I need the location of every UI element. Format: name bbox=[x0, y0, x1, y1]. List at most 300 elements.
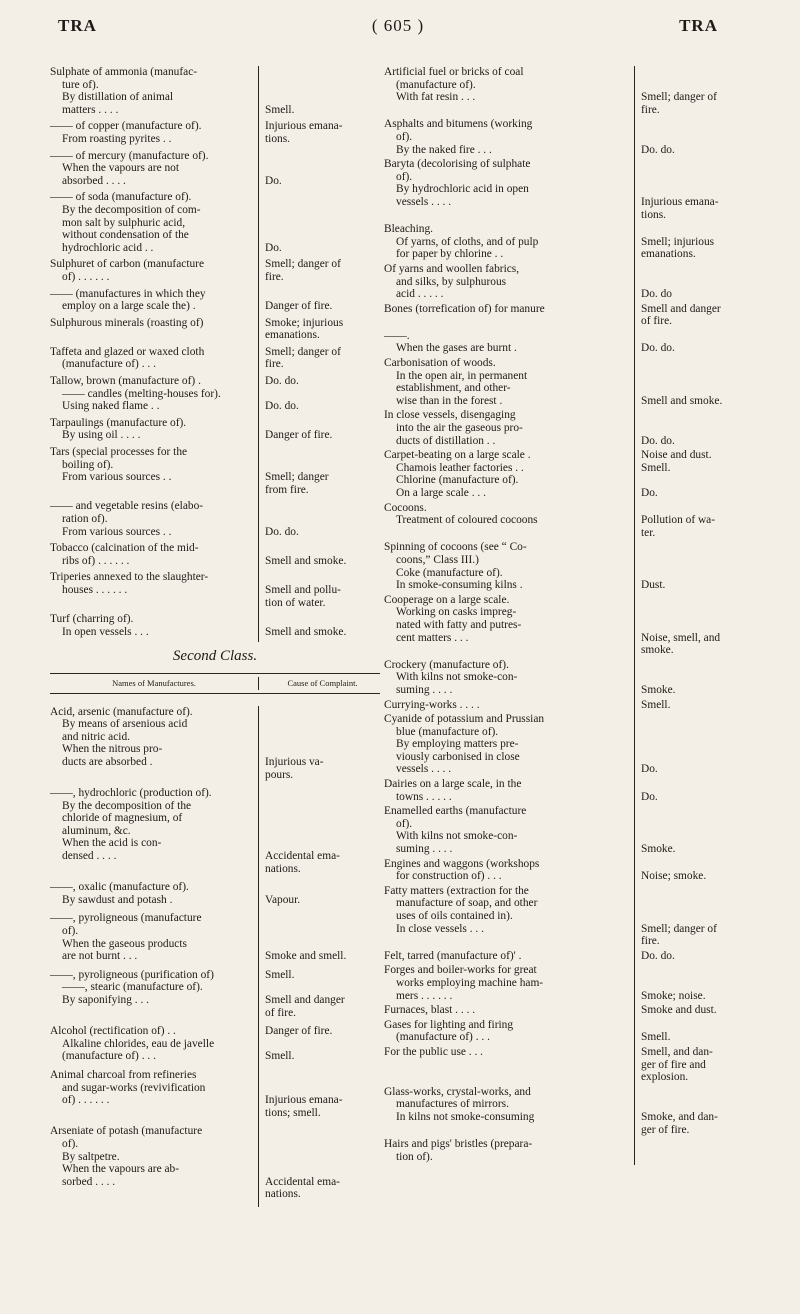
manufacture-name bbox=[384, 541, 634, 591]
cause-line: Do. do. bbox=[641, 434, 675, 447]
cause-line bbox=[641, 964, 762, 977]
table-row bbox=[50, 1125, 380, 1201]
name-line: of). bbox=[396, 170, 413, 183]
cause-line: Do. do. bbox=[265, 375, 299, 388]
name-line: for paper by chlorine . . bbox=[396, 248, 504, 261]
cause-line bbox=[641, 885, 762, 898]
cause-line: emanations. bbox=[641, 248, 696, 261]
name-line: of). bbox=[62, 1137, 79, 1150]
table-row bbox=[384, 303, 762, 328]
name-line: When the vapours are ab- bbox=[62, 1163, 180, 1176]
name-line: Hairs and pigs' bristles (prepara- bbox=[384, 1138, 533, 1151]
name-line: suming . . . . bbox=[396, 843, 453, 856]
name-line: Cooperage on a large scale. bbox=[384, 593, 510, 606]
cause-line bbox=[265, 417, 380, 430]
name-line: ——. bbox=[384, 329, 410, 342]
name-line: Arseniate of potash (manufacture bbox=[50, 1125, 203, 1138]
page-number: ( 605 ) bbox=[371, 16, 425, 35]
name-line: (manufacture of) . . . bbox=[62, 358, 156, 371]
manufacture-name bbox=[50, 1069, 258, 1119]
name-line: In the open air, in permanent bbox=[396, 369, 528, 382]
cause-line bbox=[265, 912, 380, 925]
complaint-cause bbox=[258, 66, 380, 116]
cause-line bbox=[265, 1038, 380, 1051]
name-line: Using naked flame . . bbox=[62, 400, 160, 413]
row-gap bbox=[50, 1201, 380, 1207]
section-title: Second Class. bbox=[172, 648, 258, 665]
manufacture-name bbox=[384, 223, 634, 261]
complaint-cause bbox=[258, 500, 380, 538]
name-line: absorbed . . . . bbox=[62, 174, 126, 187]
manufacture-name bbox=[384, 1019, 634, 1044]
name-line: When the gases are burnt . bbox=[396, 342, 517, 355]
cause-line bbox=[641, 474, 762, 487]
complaint-cause bbox=[634, 158, 762, 221]
table-row bbox=[50, 66, 380, 116]
cause-line: nations. bbox=[265, 862, 301, 875]
cause-line bbox=[265, 981, 380, 994]
name-line: ration of). bbox=[62, 513, 108, 525]
name-line: into the air the gaseous pro- bbox=[396, 422, 523, 435]
cause-line: Smell and smoke. bbox=[641, 394, 723, 407]
name-line: Baryta (decolorising of sulphate bbox=[384, 158, 531, 171]
cause-line: fire. bbox=[641, 935, 660, 948]
cause-line bbox=[641, 263, 762, 276]
cause-line: Smell, and dan- bbox=[641, 1045, 713, 1058]
cause-line bbox=[265, 825, 380, 838]
manufacture-name bbox=[50, 571, 258, 609]
cause-line: Danger of fire. bbox=[265, 1025, 333, 1038]
cause-line bbox=[265, 1151, 380, 1164]
table-row bbox=[384, 699, 762, 712]
cause-line bbox=[641, 330, 762, 343]
name-line: of). bbox=[62, 925, 79, 938]
name-line: From various sources . . bbox=[62, 471, 172, 484]
cause-line bbox=[265, 66, 380, 79]
complaint-cause bbox=[258, 881, 380, 906]
complaint-cause bbox=[634, 303, 762, 328]
cause-line bbox=[265, 1082, 380, 1095]
cause-line bbox=[641, 158, 762, 171]
name-line: mon salt by sulphuric acid, bbox=[62, 216, 186, 229]
table-row bbox=[50, 542, 380, 567]
cause-line: Do. bbox=[641, 763, 658, 776]
manufacture-name bbox=[50, 787, 258, 875]
complaint-cause bbox=[634, 1138, 762, 1163]
name-line: ribs of) . . . . . . bbox=[62, 554, 130, 567]
complaint-cause bbox=[634, 1019, 762, 1044]
name-line: acid . . . . . bbox=[396, 288, 444, 301]
cause-line: fire. bbox=[265, 358, 284, 371]
cause-line bbox=[265, 229, 380, 242]
complaint-cause bbox=[258, 787, 380, 875]
cause-line bbox=[641, 183, 762, 196]
name-line: Alcohol (rectification of) . . bbox=[50, 1025, 176, 1038]
table-row bbox=[50, 1025, 380, 1063]
complaint-cause bbox=[258, 191, 380, 254]
cause-line bbox=[641, 619, 762, 632]
manufacture-name bbox=[384, 964, 634, 1002]
name-line: aluminum, &c. bbox=[62, 824, 131, 837]
table-row bbox=[384, 66, 762, 116]
name-line: ——, hydrochloric (production of). bbox=[50, 787, 212, 800]
cause-line: Smell; danger of bbox=[641, 91, 717, 104]
name-line: Of yarns, of cloths, and of pulp bbox=[396, 235, 539, 248]
manufacture-name bbox=[50, 191, 258, 254]
cause-line: Dust. bbox=[641, 579, 666, 592]
name-line: Carbonisation of woods. bbox=[384, 357, 496, 370]
complaint-cause bbox=[258, 150, 380, 188]
cause-line bbox=[265, 446, 380, 459]
cause-line: Smell. bbox=[265, 1050, 295, 1063]
name-line: for construction of) . . . bbox=[396, 870, 502, 883]
cause-line: Smell. bbox=[641, 1031, 671, 1044]
cause-line: ger of fire. bbox=[641, 1123, 690, 1136]
table-row bbox=[384, 263, 762, 301]
manufacture-name bbox=[50, 500, 258, 538]
cause-line bbox=[265, 288, 380, 301]
running-head-left: TRA bbox=[58, 16, 97, 35]
cause-line: Smell; danger of bbox=[641, 922, 717, 935]
manufacture-name bbox=[50, 66, 258, 116]
complaint-cause bbox=[634, 858, 762, 883]
name-line: Taffeta and glazed or waxed cloth bbox=[50, 345, 205, 358]
manufacture-name bbox=[50, 881, 258, 906]
cause-line: Accidental ema- bbox=[265, 1175, 340, 1188]
cause-line bbox=[641, 79, 762, 92]
complaint-cause bbox=[258, 120, 380, 145]
cause-line bbox=[641, 567, 762, 580]
complaint-cause bbox=[634, 1086, 762, 1136]
cause-line bbox=[265, 513, 380, 526]
name-line: Chamois leather factories . . bbox=[396, 461, 524, 474]
table-row bbox=[50, 706, 380, 782]
table-row bbox=[384, 713, 762, 776]
name-line: Coke (manufacture of). bbox=[396, 566, 503, 579]
name-line: Turf (charring of). bbox=[50, 613, 134, 626]
complaint-cause bbox=[258, 375, 380, 413]
manufacture-name bbox=[384, 502, 634, 540]
name-line: vessels . . . . bbox=[396, 763, 452, 776]
name-line: Sulphate of ammonia (manufac- bbox=[50, 66, 198, 78]
manufacture-name bbox=[384, 66, 634, 116]
cause-line bbox=[641, 713, 762, 726]
cause-line bbox=[265, 925, 380, 938]
complaint-cause bbox=[258, 1125, 380, 1201]
cause-line: Smoke and smell. bbox=[265, 950, 347, 963]
cause-line bbox=[641, 370, 762, 383]
cause-line bbox=[641, 541, 762, 554]
manufacture-name bbox=[384, 303, 634, 328]
table-row bbox=[384, 357, 762, 407]
name-line: Tars (special processes for the bbox=[50, 446, 188, 459]
table-row bbox=[384, 1004, 762, 1017]
name-line: works employing machine ham- bbox=[396, 976, 544, 989]
table-row bbox=[50, 881, 380, 906]
name-line: Engines and waggons (workshops bbox=[384, 857, 540, 870]
complaint-cause bbox=[258, 1025, 380, 1063]
manufacture-name bbox=[384, 659, 634, 697]
complaint-cause bbox=[258, 317, 380, 342]
cause-line bbox=[641, 276, 762, 289]
manufacture-name bbox=[384, 158, 634, 221]
complaint-cause bbox=[634, 778, 762, 803]
cause-line: Accidental ema- bbox=[265, 850, 340, 863]
cause-line bbox=[265, 79, 380, 92]
table-row bbox=[384, 594, 762, 657]
manufacture-name bbox=[384, 409, 634, 447]
cause-line: Danger of fire. bbox=[265, 300, 333, 313]
table-row bbox=[50, 500, 380, 538]
name-line: Tobacco (calcination of the mid- bbox=[50, 542, 199, 555]
cause-line: Do. do. bbox=[641, 342, 675, 355]
table-row bbox=[384, 805, 762, 855]
table-row bbox=[50, 120, 380, 145]
manufacture-name bbox=[50, 346, 258, 371]
cause-line: tions; smell. bbox=[265, 1106, 321, 1119]
cause-line bbox=[265, 571, 380, 584]
cause-line: Smell. bbox=[265, 968, 295, 981]
table-row bbox=[50, 375, 380, 413]
manufacture-name bbox=[50, 1125, 258, 1201]
manufacture-name bbox=[50, 317, 258, 342]
cause-line: Noise; smoke. bbox=[641, 870, 707, 883]
name-line: manufactures of mirrors. bbox=[396, 1098, 509, 1111]
cause-line: emanations. bbox=[265, 329, 320, 342]
cause-line: Do. bbox=[641, 790, 658, 803]
name-line: coons,” Class III.) bbox=[396, 553, 479, 566]
cause-line: Smell and danger bbox=[641, 302, 721, 315]
complaint-cause bbox=[258, 571, 380, 609]
cause-line bbox=[641, 66, 762, 79]
cause-line bbox=[641, 726, 762, 739]
name-line: Forges and boiler-works for great bbox=[384, 964, 537, 977]
cause-line bbox=[641, 606, 762, 619]
cause-line: Smell and pollu- bbox=[265, 583, 341, 596]
cause-line bbox=[265, 217, 380, 230]
name-line: Glass-works, crystal-works, and bbox=[384, 1085, 531, 1098]
manufacture-name bbox=[50, 120, 258, 145]
name-line: sorbed . . . . bbox=[62, 1175, 116, 1188]
name-line: —— and vegetable resins (elabo- bbox=[50, 500, 204, 513]
manufacture-name bbox=[384, 330, 634, 355]
manufacture-name bbox=[50, 375, 258, 413]
name-line: —— of soda (manufacture of). bbox=[50, 191, 192, 204]
cause-line: Smoke; noise. bbox=[641, 989, 706, 1002]
cause-line bbox=[641, 1151, 762, 1164]
name-line: of). bbox=[396, 130, 413, 143]
manufacture-name bbox=[384, 1086, 634, 1136]
manufacture-name bbox=[50, 288, 258, 313]
cause-line bbox=[641, 223, 762, 236]
right-table bbox=[384, 66, 762, 1165]
name-line: —— of copper (manufacture of). bbox=[50, 120, 202, 133]
name-line: and nitric acid. bbox=[62, 730, 130, 743]
name-line: of) . . . . . . bbox=[62, 270, 110, 283]
name-line: of). bbox=[396, 817, 413, 830]
cause-line: ter. bbox=[641, 526, 656, 539]
manufacture-name bbox=[384, 1004, 634, 1017]
cause-line: Danger of fire. bbox=[265, 429, 333, 442]
name-line: Cocoons. bbox=[384, 501, 427, 514]
name-line: Alkaline chlorides, eau de javelle bbox=[62, 1037, 215, 1050]
cause-line: Smell; injurious bbox=[641, 235, 715, 248]
complaint-cause bbox=[258, 912, 380, 962]
cause-line bbox=[265, 1069, 380, 1082]
cause-line: Injurious emana- bbox=[641, 195, 719, 208]
manufacture-name bbox=[384, 699, 634, 712]
right-column bbox=[384, 66, 762, 1165]
cause-line bbox=[265, 787, 380, 800]
cause-line bbox=[641, 1138, 762, 1151]
table-row bbox=[50, 288, 380, 313]
cause-line: Smell. bbox=[265, 103, 295, 116]
column-header-names: Names of Manufactures. bbox=[112, 677, 196, 688]
cause-line: Do. do. bbox=[641, 143, 675, 156]
name-line: without condensation of the bbox=[62, 229, 189, 242]
cause-line: Noise, smell, and bbox=[641, 631, 721, 644]
row-gap bbox=[384, 1163, 762, 1165]
name-line: Bones (torrefication of) for manure bbox=[384, 302, 545, 315]
name-line: establishment, and other- bbox=[396, 382, 511, 395]
manufacture-name bbox=[50, 706, 258, 782]
cause-line: fire. bbox=[641, 103, 660, 116]
name-line: houses . . . . . . bbox=[62, 583, 128, 596]
name-line: In close vessels, disengaging bbox=[384, 409, 516, 422]
complaint-cause bbox=[634, 1046, 762, 1084]
table-row bbox=[384, 950, 762, 963]
name-line: Fatty matters (extraction for the bbox=[384, 884, 529, 897]
manufacture-name bbox=[50, 912, 258, 962]
cause-line bbox=[641, 409, 762, 422]
complaint-cause bbox=[258, 258, 380, 283]
complaint-cause bbox=[634, 541, 762, 591]
cause-line: Smell and danger bbox=[265, 994, 345, 1006]
complaint-cause bbox=[634, 805, 762, 855]
manufacture-name bbox=[384, 357, 634, 407]
name-line: and silks, by sulphurous bbox=[396, 275, 507, 288]
name-line: By using oil . . . . bbox=[62, 429, 141, 442]
manufacture-name bbox=[50, 542, 258, 567]
table-row bbox=[50, 150, 380, 188]
cause-line: Smell. bbox=[641, 698, 671, 711]
cause-line bbox=[641, 1086, 762, 1099]
table-row bbox=[50, 346, 380, 371]
name-line: suming . . . . bbox=[396, 683, 453, 696]
name-line: With fat resin . . . bbox=[396, 91, 476, 104]
cause-line: explosion. bbox=[641, 1071, 689, 1084]
cause-line: Smoke. bbox=[641, 843, 676, 856]
cause-line bbox=[265, 1125, 380, 1138]
complaint-cause bbox=[634, 357, 762, 407]
table-row bbox=[50, 258, 380, 283]
cause-line bbox=[641, 805, 762, 818]
complaint-cause bbox=[634, 659, 762, 697]
cause-line bbox=[641, 977, 762, 990]
table-row bbox=[384, 118, 762, 156]
cause-line bbox=[641, 1019, 762, 1032]
name-line: Working on casks impreg- bbox=[396, 606, 517, 619]
cause-line bbox=[265, 837, 380, 850]
cause-line: pours. bbox=[265, 768, 294, 781]
name-line: nated with fatty and putres- bbox=[396, 618, 522, 631]
name-line: (manufacture of) . . . bbox=[396, 1031, 490, 1044]
cause-line: tion of water. bbox=[265, 596, 326, 609]
table-row bbox=[384, 502, 762, 540]
cause-line: Smell and smoke. bbox=[265, 625, 347, 638]
name-line: ducts of distillation . . bbox=[396, 434, 496, 447]
cause-line bbox=[641, 738, 762, 751]
name-line: of) . . . . . . bbox=[62, 1094, 110, 1107]
manufacture-name bbox=[50, 258, 258, 283]
table-row bbox=[50, 417, 380, 442]
name-line: From various sources . . bbox=[62, 525, 172, 538]
table-row bbox=[50, 317, 380, 342]
name-line: ture of). bbox=[62, 78, 99, 91]
name-line: By hydrochloric acid in open bbox=[396, 183, 529, 196]
cause-line: nations. bbox=[265, 1188, 301, 1201]
page-header bbox=[38, 16, 758, 46]
cause-line: Smoke. bbox=[641, 683, 676, 696]
table-row bbox=[50, 787, 380, 875]
name-line: hydrochloric acid . . bbox=[62, 241, 154, 254]
complaint-cause bbox=[634, 449, 762, 499]
table-row bbox=[384, 330, 762, 355]
cause-line bbox=[641, 751, 762, 764]
cause-line bbox=[641, 830, 762, 843]
name-line: In smoke-consuming kilns . bbox=[396, 579, 523, 592]
manufacture-name bbox=[384, 885, 634, 948]
complaint-cause bbox=[258, 1069, 380, 1119]
cause-line bbox=[265, 150, 380, 163]
name-line: By the naked fire . . . bbox=[396, 143, 492, 156]
cause-line bbox=[641, 502, 762, 515]
manufacture-name bbox=[50, 613, 258, 638]
manufacture-name bbox=[384, 1138, 634, 1163]
table-header bbox=[50, 673, 380, 694]
name-line: uses of oils contained in). bbox=[396, 910, 513, 922]
manufacture-name bbox=[384, 449, 634, 499]
manufacture-name bbox=[384, 594, 634, 657]
manufacture-name bbox=[384, 118, 634, 156]
cause-line: of fire. bbox=[265, 1006, 296, 1019]
name-line: Cyanide of potassium and Prussian bbox=[384, 713, 545, 726]
cause-line: smoke. bbox=[641, 644, 674, 657]
cause-line bbox=[265, 542, 380, 555]
cause-line bbox=[641, 818, 762, 831]
table-row bbox=[384, 449, 762, 499]
cause-line bbox=[641, 422, 762, 435]
left-column bbox=[50, 66, 380, 1207]
cause-line: Smell; danger of bbox=[265, 258, 341, 271]
cause-line bbox=[641, 554, 762, 567]
cause-line bbox=[265, 459, 380, 472]
name-line: (manufacture of) . . . bbox=[62, 1050, 156, 1063]
name-line: By distillation of animal bbox=[62, 91, 174, 104]
cause-line bbox=[641, 897, 762, 910]
name-line: Carpet-beating on a large scale . bbox=[384, 449, 531, 462]
cause-line bbox=[641, 594, 762, 607]
name-line: employ on a large scale the) . bbox=[62, 300, 196, 313]
name-line: boiling of). bbox=[62, 458, 114, 471]
column-header-cause: Cause of Complaint. bbox=[258, 677, 380, 690]
cause-line: Pollution of wa- bbox=[641, 514, 716, 527]
name-line: Bleaching. bbox=[384, 223, 434, 236]
name-line: Triperies annexed to the slaughter- bbox=[50, 571, 209, 584]
cause-line bbox=[265, 613, 380, 626]
name-line: Enamelled earths (manufacture bbox=[384, 805, 527, 818]
manufacture-name bbox=[50, 417, 258, 442]
